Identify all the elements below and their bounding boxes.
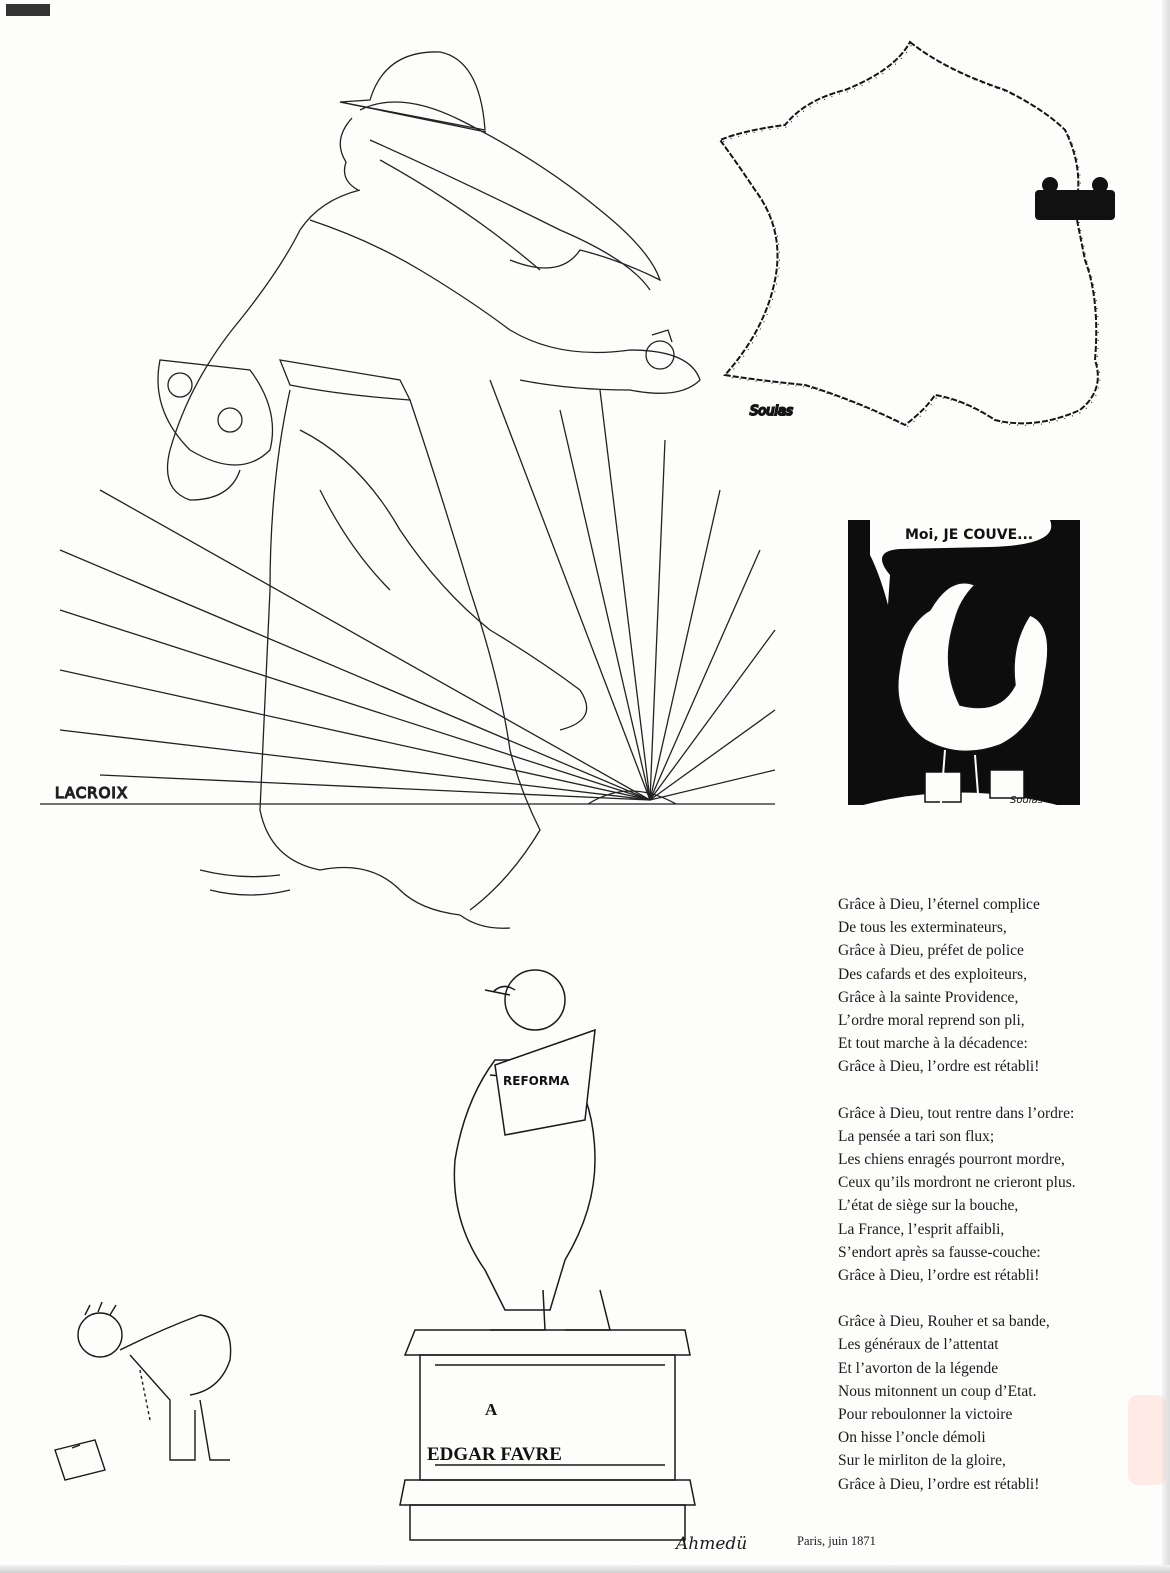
- soulas-signature-rooster: Soulas: [1010, 795, 1043, 806]
- soulas-signature-map: Soulas: [750, 404, 793, 419]
- poem-line: Grâce à Dieu, Rouher et sa bande,: [838, 1313, 1050, 1331]
- poem-line: S’endort après sa fausse-couche:: [838, 1243, 1041, 1261]
- poem-text: [838, 893, 1138, 1519]
- statue-figure: [454, 970, 610, 1330]
- poem-line: Des cafards et des exploiteurs,: [838, 965, 1027, 983]
- poem-line: Grâce à Dieu, préfet de police: [838, 942, 1024, 960]
- poem-line: Les chiens enragés pourront mordre,: [838, 1151, 1065, 1169]
- poem-line: Grâce à Dieu, l’ordre est rétabli!: [838, 1475, 1040, 1493]
- lacroix-signature: LACROIX: [55, 784, 129, 802]
- poem-line: Sur le mirliton de la gloire,: [838, 1452, 1006, 1470]
- poem-line: La France, l’esprit affaibli,: [838, 1220, 1005, 1238]
- poem-stanza: [838, 1310, 1138, 1496]
- poem-line: On hisse l’oncle démoli: [838, 1429, 986, 1447]
- grenade-bag: [158, 330, 674, 465]
- poem-line: Et l’avorton de la légende: [838, 1359, 999, 1377]
- poem-line: Grâce à la sainte Providence,: [838, 988, 1019, 1006]
- poem-line: Grâce à Dieu, l’ordre est rétabli!: [838, 1058, 1040, 1076]
- poem-line: Nous mitonnent un coup d’Etat.: [838, 1382, 1037, 1400]
- poem-line: Les généraux de l’attentat: [838, 1336, 999, 1354]
- plinth-text-line2: EDGAR FAVRE: [427, 1444, 562, 1465]
- bowing-man-cartoon: [50, 1300, 250, 1490]
- plinth-text-line1: A: [485, 1400, 498, 1419]
- poem-line: La pensée a tari son flux;: [838, 1127, 995, 1145]
- poem-dateline: Paris, juin 1871: [797, 1534, 876, 1548]
- poem-line: Ceux qu’ils mordront ne crieront plus.: [838, 1174, 1076, 1192]
- ahmed-signature: Ahmedü: [676, 1534, 748, 1554]
- sun-rays: [60, 380, 775, 804]
- poem-line: Grâce à Dieu, l’éternel complice: [838, 896, 1040, 913]
- figures-on-border: [1035, 177, 1115, 220]
- scan-bottom-edge: [0, 1565, 1170, 1573]
- poem-stanza: [838, 1102, 1138, 1288]
- scan-corner-mark: [6, 4, 50, 16]
- poem-line: Grâce à Dieu, tout rentre dans l’ordre:: [838, 1104, 1075, 1122]
- reforma-paper: [495, 1030, 595, 1135]
- poem-line: L’état de siège sur la bouche,: [838, 1197, 1019, 1215]
- poem-stanza: [838, 893, 1138, 1079]
- reforma-label: REFORMA: [503, 1074, 570, 1088]
- rooster-cartoon: [830, 515, 1090, 835]
- marianne-sower-illustration: [40, 30, 780, 940]
- poem-line: Et tout marche à la décadence:: [838, 1035, 1028, 1053]
- rooster-speech-text: Moi, JE COUVE...: [905, 527, 1034, 543]
- poem-line: Grâce à Dieu, l’ordre est rétabli!: [838, 1267, 1040, 1285]
- poem-line: L’ordre moral reprend son pli,: [838, 1012, 1025, 1030]
- scan-right-edge: [1162, 0, 1170, 1573]
- poem-line: Pour reboulonner la victoire: [838, 1406, 1013, 1424]
- barbed-wire-france-map: [705, 30, 1135, 445]
- statue-illustration: [395, 960, 705, 1560]
- pedestal: [400, 1330, 695, 1540]
- poem-line: De tous les exterminateurs,: [838, 919, 1007, 937]
